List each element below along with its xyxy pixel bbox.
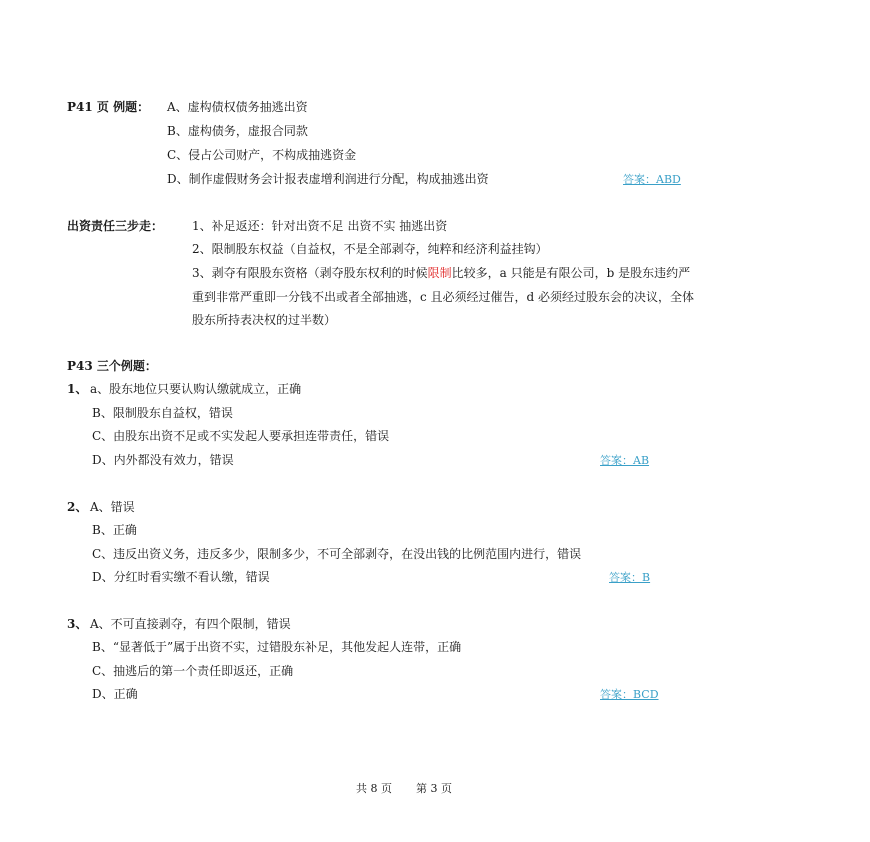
q1-number: 1、 bbox=[67, 382, 88, 396]
q3-answer: 答案：BCD bbox=[600, 688, 659, 701]
section2-item-1: 1、补足返还：针对出资不足 出资不实 抽逃出资 bbox=[192, 219, 448, 233]
section1-answer: 答案：ABD bbox=[623, 173, 681, 186]
q1-option-c: C、由股东出资不足或不实发起人要承担连带责任，错误 bbox=[92, 429, 390, 443]
q2-option-b: B、正确 bbox=[92, 523, 137, 537]
q3-option-c: C、抽逃后的第一个责任即返还，正确 bbox=[92, 664, 294, 678]
q2-number: 2、 bbox=[67, 500, 88, 514]
section1-heading: P41 页 例题： bbox=[67, 100, 150, 114]
section2-item-3-line2: 重到非常严重即一分钱不出或者全部抽逃，c 且必须经过催告，d 必须经过股东会的决议，全体 bbox=[192, 290, 695, 304]
section2-item-3-red-text: 限制 bbox=[427, 266, 452, 280]
section2-item-3-line1 bbox=[192, 265, 690, 281]
section1-option-b: B、虚构债务，虚报合同款 bbox=[167, 124, 308, 138]
q1-option-b: B、限制股东自益权，错误 bbox=[92, 406, 233, 420]
section1-option-c: C、侵占公司财产，不构成抽逃资金 bbox=[167, 148, 357, 162]
q3-option-d: D、正确 bbox=[92, 687, 138, 701]
section2-item-3-line3: 股东所持表决权的过半数） bbox=[192, 313, 337, 327]
q3-option-a: A、不可直接剥夺，有四个限制，错误 bbox=[90, 617, 291, 631]
section2-item-3-text-a: 3、剥夺有限股东资格（剥夺股东权利的时候 bbox=[192, 266, 428, 280]
q1-option-d: D、内外都没有效力，错误 bbox=[92, 453, 234, 467]
q2-option-d: D、分红时看实缴不看认缴，错误 bbox=[92, 570, 270, 584]
page-total: 共 8 页 bbox=[356, 782, 392, 795]
section3-heading: P43 三个例题： bbox=[67, 359, 157, 373]
q2-option-c: C、违反出资义务，违反多少，限制多少，不可全部剥夺，在没出钱的比例范围内进行，错误 bbox=[92, 547, 582, 561]
page-current: 第 3 页 bbox=[416, 782, 452, 795]
section1-option-a: A、虚构债权债务抽逃出资 bbox=[167, 100, 308, 114]
section2-heading: 出资责任三步走： bbox=[67, 219, 164, 233]
q1-option-a: a、股东地位只要认购认缴就成立，正确 bbox=[90, 382, 302, 396]
section1-option-d: D、制作虚假财务会计报表虚增利润进行分配，构成抽逃出资 bbox=[167, 172, 489, 186]
q2-option-a: A、错误 bbox=[90, 500, 135, 514]
q1-answer: 答案：AB bbox=[600, 454, 650, 467]
section2-item-3-text-b: 比较多，a 只能是有限公司，b 是股东违约严 bbox=[451, 266, 691, 280]
section2-item-2: 2、限制股东权益（自益权，不是全部剥夺，纯粹和经济利益挂钩） bbox=[192, 242, 548, 256]
q3-option-b: B、“显著低于”属于出资不实，过错股东补足，其他发起人连带，正确 bbox=[92, 640, 462, 654]
q3-number: 3、 bbox=[67, 617, 88, 631]
q2-answer: 答案：B bbox=[609, 571, 651, 584]
